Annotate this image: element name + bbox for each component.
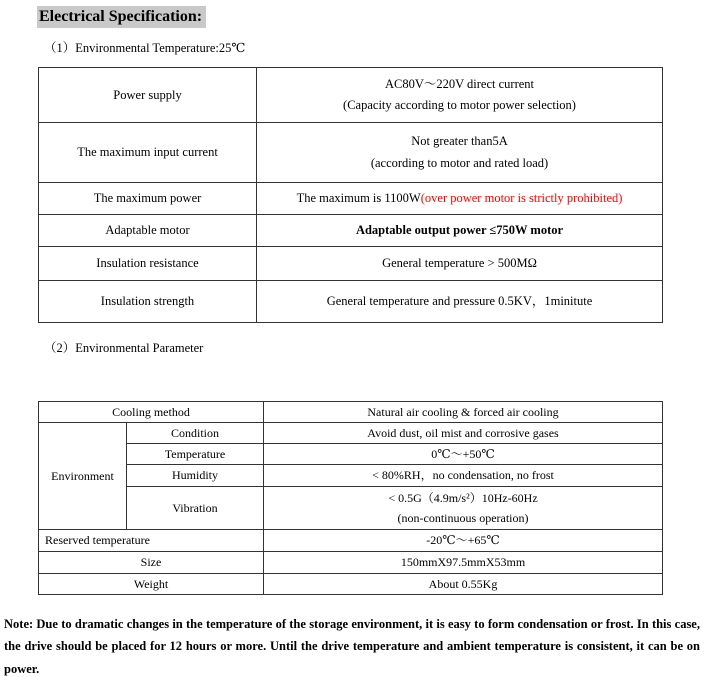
value-line: Not greater than5A xyxy=(411,134,508,149)
cooling-method-label: Cooling method xyxy=(39,402,264,423)
note-text: Note: Due to dramatic changes in the temperature of the storage environment, it is easy to form condensation or frost. In this case, the drive should be placed for 12 hours or more. Until the drive temperature and ambient temperature is consistent, it can be on power. xyxy=(4,617,700,676)
table-row-max-input-current xyxy=(39,123,663,183)
reserved-temperature-value: -20℃～+65℃ xyxy=(264,530,663,552)
max-input-current-value xyxy=(257,123,663,183)
max-power-label: The maximum power xyxy=(39,183,257,215)
warning-text: (over power motor is strictly prohibited) xyxy=(420,191,623,205)
table-row-reserved-temperature xyxy=(39,530,663,552)
section2-heading: （2）Environmental Parameter xyxy=(44,341,204,356)
cooling-method-value: Natural air cooling & forced air cooling xyxy=(264,402,663,423)
humidity-label: Humidity xyxy=(127,465,264,487)
max-power-value xyxy=(257,183,663,215)
table-row-vibration xyxy=(39,487,663,530)
adaptable-motor-label: Adaptable motor xyxy=(39,215,257,247)
insulation-resistance-value: General temperature > 500MΩ xyxy=(257,247,663,281)
table-row-cooling-method xyxy=(39,402,663,423)
value-line: (non-continuous operation) xyxy=(397,511,529,526)
reserved-temperature-label: Reserved temperature xyxy=(39,530,264,552)
weight-value: About 0.55Kg xyxy=(264,574,663,595)
table-row-size xyxy=(39,552,663,574)
weight-label: Weight xyxy=(39,574,264,595)
temperature-label: Temperature xyxy=(127,444,264,465)
environmental-parameter-table xyxy=(38,401,663,595)
temperature-value: 0℃～+50℃ xyxy=(264,444,663,465)
insulation-strength-label: Insulation strength xyxy=(39,281,257,323)
table-row-adaptable-motor xyxy=(39,215,663,247)
condition-value: Avoid dust, oil mist and corrosive gases xyxy=(264,423,663,444)
table-row-insulation-strength xyxy=(39,281,663,323)
table-row-max-power xyxy=(39,183,663,215)
vibration-value xyxy=(264,487,663,530)
value-line: (according to motor and rated load) xyxy=(370,155,549,170)
section1-heading: （1）Environmental Temperature:25℃ xyxy=(44,41,246,56)
table-row-condition xyxy=(39,423,663,444)
value-text: The maximum is 1100W xyxy=(296,191,421,205)
value-line: (Capacity according to motor power selection) xyxy=(343,98,576,113)
table-row-weight xyxy=(39,574,663,595)
table-row-humidity xyxy=(39,465,663,487)
max-input-current-label: The maximum input current xyxy=(39,123,257,183)
value-line: < 0.5G（4.9m/s²）10Hz-60Hz xyxy=(388,490,538,505)
page-title: Electrical Specification: xyxy=(37,6,206,28)
environment-group-label: Environment xyxy=(39,423,127,530)
insulation-strength-value: General temperature and pressure 0.5KV，1minitute xyxy=(257,281,663,323)
value-line: AC80V～220V direct current xyxy=(384,76,535,91)
insulation-resistance-label: Insulation resistance xyxy=(39,247,257,281)
vibration-label: Vibration xyxy=(127,487,264,530)
condition-label: Condition xyxy=(127,423,264,444)
power-supply-label: Power supply xyxy=(39,68,257,123)
size-value: 150mmX97.5mmX53mm xyxy=(264,552,663,574)
humidity-value: < 80%RH，no condensation, no frost xyxy=(264,465,663,487)
table-row-temperature xyxy=(39,444,663,465)
power-supply-value xyxy=(257,68,663,123)
size-label: Size xyxy=(39,552,264,574)
table-row-power-supply xyxy=(39,68,663,123)
adaptable-motor-value: Adaptable output power ≤750W motor xyxy=(257,215,663,247)
electrical-spec-table xyxy=(38,67,663,323)
table-row-insulation-resistance xyxy=(39,247,663,281)
